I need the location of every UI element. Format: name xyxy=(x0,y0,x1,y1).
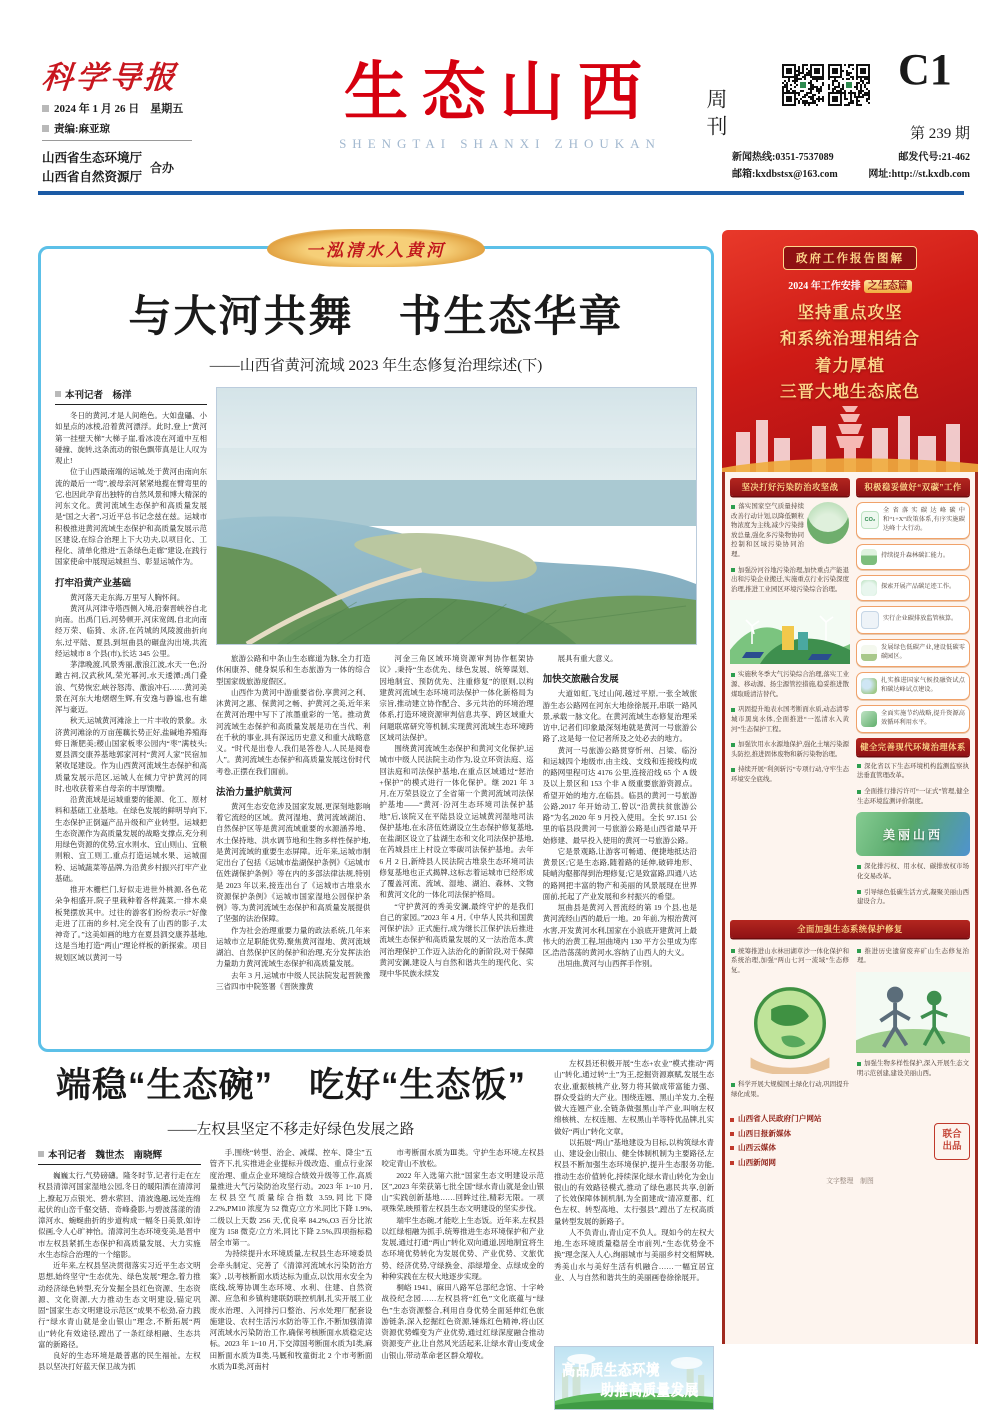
body-paragraph: 沿黄流域是运城重要的能源、化工、原材料和基础工业基地。在绿色发展的鲜明导向下,生态保护正倒逼产品升级和产业转型。运城把生态资源作为高质量发展的战略支撑点,充分利用绿色资源的优势,宜水则水、宜山则山、宜粮则粮、宜工则工,重点打造运城水果、运城面粉、运城蔬菜等品牌,为沿黄乡村振兴打牢产业基础。 xyxy=(55,795,207,883)
paper-title-pinyin: SHENGTAI SHANXI ZHOUKAN xyxy=(339,136,661,152)
infographic-hero xyxy=(722,230,978,472)
body-paragraph: 近年来,左权县坚决贯彻落实习近平生态文明思想,始终坚守“生态优先、绿色发展”理念,着力推动经济绿色转型,充分发掘全县红色资源、生态资源、文化资源,大力推动生态文明建设,锚定巩固“国家生态文明建设示范区”成果不松劲,奋力践行“绿水青山就是金山银山”理念,不断拓展“两山”转化有效途径,蹚出了一条红绿相融、生态共富的新路径。 xyxy=(38,1261,201,1349)
infographic-item: 推进历史遗留废弃矿山生态修复治理。 xyxy=(857,947,969,965)
article2-column-3 xyxy=(381,1147,544,1410)
city-skyline-illustration xyxy=(722,398,978,472)
infographic-item: 科学开展大规模国土绿化行动,巩固提升绿化成果。 xyxy=(731,1081,849,1098)
people-illustration xyxy=(856,972,970,1053)
body-paragraph: 茅津晚渡,风景秀丽,激浪江波,水天一色;汾雎古祠,汉武秋风,荣光幂河,水天逶潭;禹门叠浪、气势恢宏,峡谷怒涛、激浪冲石……黄河美景在河东大地熠熠生辉,有安逸与静谧,也有雄浑与豪迈。 xyxy=(55,660,207,714)
publisher-line: 山西省人民政府门户网站 xyxy=(730,1112,928,1126)
infographic-card: 实行企业碳排放监管核算。 xyxy=(856,606,970,634)
publisher-line: 山西云媒体 xyxy=(730,1141,928,1155)
section-ribbon-pollution: 坚决打好污染防治攻坚战 xyxy=(730,478,850,496)
body-paragraph: 围绕黄河流域生态保护和黄河文化保护,运城市中级人民法院主动作为,设立环资法庭、巡回法庭和司法保护基地,在重点区域通过“惩治+保护”的模式进行一体化保护。继 2021 年 3 月,在万荣县设立了全省第一个黄河流域司法保护基地——“黄河·汾河生态环境司法保护基地”后,该院又在平陆县设立运城黄河湿地司法保护基地,在永济伍姓湖设立生态保护修复基地,在盐湖区设立了盐湖生态和文化司法保护基地,在芮城县庄上村设立零碳司法保护基地。去年 6 月 2 日,新绛县人民法院古堆泉生态环境司法修复基地也正式揭牌,这标志着运城市已经形成了覆盖河流、流域、湿地、湖泊、森林、文物和黄河文化的一体化司法保护格局。 xyxy=(379,744,534,900)
bullet-square-icon xyxy=(42,105,49,112)
credits-line: 文字整理 制图 xyxy=(826,1178,874,1186)
website: 网址:http://st.kxdb.com xyxy=(868,169,970,180)
people-icon xyxy=(861,678,877,694)
svg-text:高品质生态环境: 高品质生态环境 xyxy=(562,1361,661,1379)
body-paragraph: 市考断面水质为Ⅲ类。守护生态环境,左权县咬定青山不放松。 xyxy=(381,1148,544,1169)
infographic-card: 扎实推进国家气候投融资试点和碳达峰试点建设。 xyxy=(856,672,970,700)
body-paragraph: 推开木栅栏门,好似走进世外桃源,各色花朵争相盛开,院子里栽种着各样蔬菜,一排木桌板凳摆放其中。过往的游客们纷纷表示:“好像走进了江南的乡村,完全没有了山西的影子,太神奇了。”这美如画的地方在夏县泗交康养基地,这是当地打造“两山”理论样板的新探索。项目规划区域以黄河一号 xyxy=(55,885,207,962)
body-paragraph: 去年 3 月,运城市中级人民法院发起晋陕豫三省四市中院签署《晋陕豫黄 xyxy=(216,970,371,991)
organizer-1: 山西省生态环境厅 xyxy=(42,151,143,165)
svg-text:助推高质量发展: 助推高质量发展 xyxy=(600,1381,699,1399)
bullet-square-icon xyxy=(55,391,61,397)
infographic-item: 全面推行排污许可“一证式”管理,健全生态环境监测评价制度。 xyxy=(857,788,969,805)
green-energy-illustration xyxy=(730,600,850,664)
body-paragraph: 它是景观路,让游客可畅通、便捷地抵达沿黄景区;它是生态路,随着路的延伸,破碎地形、陡峭沟壑都得到治理修复;它是致富路,四通八达的路网把丰富的物产和美丽的风景展现在世界面前,托起了产业发展和乡村振兴的希望。 xyxy=(542,846,697,901)
body-paragraph: 人不负青山,青山定不负人。现如今的左权大地,生态环境质量稳居全市前列,“生态优势金不换”理念深入人心,绚丽城市与美丽乡村交相辉映,秀美山水与美好生活有机融合……一幅宜居宜业、人与自然和谐共生的美丽画卷徐徐展开。 xyxy=(554,1227,714,1282)
body-paragraph: 黄河从河津寺塔西侧入境,沿秦晋峡谷自北向南。出禹门后,河势顿开,河床宽阔,自北向南经万荣、临猗、永济,在芮城的风陵渡曲折向东,过平陆、夏县,到垣曲县的碾盘沟出境,共流经运城市 8 个县(市),长达 345 公里。 xyxy=(55,603,207,658)
infographic-item: 持续开展“利剑斩污”专项行动,守牢生态环境安全底线。 xyxy=(731,766,849,783)
publishers-block xyxy=(730,1112,970,1170)
doc-icon xyxy=(861,611,879,629)
body-paragraph: 以拓展“两山”基地建设为目标,以构筑绿水青山、建设金山银山、健全体制机制为主要路径,左权县不断加强生态环境保护,提升生态服务功能,推动生态价值转化,持续深化绿水青山转化为金山银山的有效路径模式,推动了绿色惠民共享,创新了长效保障体制机制,为全面建成“清凉夏都、红色左权、转型高地、太行强县”,蹚出了左权高质量转型发展的新路子。 xyxy=(554,1137,714,1226)
article1-column-2 xyxy=(216,653,370,1035)
mail-code: 邮发代号:21-462 xyxy=(898,152,970,163)
article1-column-1 xyxy=(55,387,207,1035)
infographic-item: 统筹推进山水林田湖草沙一体化保护和系统治理,加强“两山七河一流域”生态修复。 xyxy=(731,947,849,974)
organizer-2: 山西省自然资源厅 xyxy=(42,169,143,184)
body-paragraph: 河金三角区域环境资源审判协作框架协议》,秉持“生态优先、绿色发展、统筹谋划、因地制宜、预防优先、注重修复”的原则,以构建黄河流域生态环境司法保护一体化新格局为宗旨,推动建立协作配合、多元共治的环境治理体系,打造环境资源审判信息共享、跨区域重大问题联席研究等机制,实现黄河流域生态环境跨区域司法保护。 xyxy=(379,654,534,742)
eco-slogan-banner xyxy=(554,1346,714,1410)
green-earth-illustration xyxy=(730,982,850,1075)
body-paragraph: 手,围绕“转型、治企、减煤、控车、降尘”五管齐下,扎实推进企业提标升级改造、重点行业深度治理、重点企业环境综合绩效升级等工作,高质量推进大气污染防治攻坚行动。2023 年 1~10 月,左权县空气质量综合指数 3.59,同比下降 2.2%,PM10 浓度为 52 微克/立方米,同比下降 1.9%,二级以上天数 256 天,优良率 84.2%,O3 百分比浓度为 158 微克/立方米,同比下降 2.5%,四项指标稳居全市第一。 xyxy=(209,1148,373,1247)
body-paragraph: 端牢生态碗,才能吃上生态饭。近年来,左权县以红绿相融为抓手,统筹推进生态环境保护和产业发展,通过打通“两山”转化双向通道,因地制宜将生态环境优势转化为发展优势、产业优势、文旅优势、经济优势,守绿换金、添绿增金、点绿成金的种种实践在左权大地逐步实现。 xyxy=(381,1215,544,1281)
earth-illustration xyxy=(730,982,850,1075)
article2-subtitle: ——左权县坚定不移走好绿色发展之路 xyxy=(167,1122,415,1138)
section-subhead: 加快交旅融合发展 xyxy=(542,674,619,686)
eco-tag: 之生态篇 xyxy=(864,280,912,293)
infographic-card: 探索开展产品碳足迹工作。 xyxy=(856,575,970,601)
article1-headline: 与大河共舞 书生态华章 xyxy=(128,293,624,341)
article1-column-3 xyxy=(379,653,533,1035)
factory-icon xyxy=(861,645,877,661)
body-paragraph: 展具有重大意义。 xyxy=(557,654,618,663)
page-code: C1 xyxy=(898,45,952,94)
body-paragraph: 作为社会治理重要力量的政法系统,几年来运城市立足职能优势,聚焦黄河湿地、黄河流域湖泊、自然保护区的保护和治理,充分发挥法治力量助力黄河流域生态保护和高质量发展。 xyxy=(216,925,371,969)
tree-icon xyxy=(861,549,877,565)
body-paragraph: 巍巍太行,气势磅礴。隆冬时节,记者行走在左权县清漳河国家湿地公园,冬日的暖阳洒在清漳河上,撩起万点银光、碧水萦回、清波逸趣,远处连绵起伏的山峦千壑交错、奇峰叠影,与碧波荡漾的清漳河水、蜿蜒曲折的步道构成一幅冬日美景,如诗似画,令人心旷神怡。清漳河生态环境变美,是晋中市左权县紧抓生态保护和高质量发展、大力实施水生态综合治理的一个缩影。 xyxy=(38,1171,201,1259)
scenery-photo-card: 美丽山西 xyxy=(856,812,970,856)
hero-badge: 政府工作报告图解 xyxy=(783,246,917,270)
infographic-card: 发展绿色低碳产业,建设低碳零碳园区。 xyxy=(856,639,970,667)
infographic-item: 引导绿色低碳生活方式,凝聚美丽山西建设合力。 xyxy=(857,888,969,906)
infographic-item: 深化省以下生态环境机构监测监察执法垂直管理改革。 xyxy=(857,762,969,780)
body-paragraph: 出垣曲,黄河与山西挥手作别。 xyxy=(557,959,658,969)
article1-column-4 xyxy=(543,653,697,1035)
publisher-line: 山西日报新媒体 xyxy=(730,1127,928,1141)
article2-column-4 xyxy=(554,1058,714,1340)
body-paragraph: 左权县还积极开展“生态+农业”模式推动“两山”转化,通过转“土”为王,挖掘资源禀赋,发展生态农业,重振核桃产业,努力将其做成带富能力强、群众受益的大产业。围绕连翘、黑山羊发力,全程做大连翘产业,全链条做强黑山羊产业,叫响左权绵核桃、左权连翘、左权黑山羊等特优品牌,扎实做好“两山”转化文章。 xyxy=(554,1059,714,1136)
paper-title: 生态山西 xyxy=(344,57,656,128)
section-subhead: 打牢沿黄产业基础 xyxy=(55,577,132,589)
infographic-item: 巩固提升地表水国考断面水质,动态清零城市黑臭水体,全面推进“一泓清水入黄河”生态保护工程。 xyxy=(731,706,849,733)
body-paragraph: 位于山西最南端的运城,处于黄河由南向东流的最后一“弯”,被母亲河紧紧地揽在臂弯里的它,也因此孕育出独特的自然风景和博大精深的河东文化。黄河流域生态保护和高质量发展是“国之大者”,习近平总书记念兹在兹。运城市积极推进黄河流域生态保护和高质量发展示范区建设,在综合治理上下大功夫,以项目化、工程化、清单化推进“五条绿色走廊”建设,在践行国家使命中展现运城担当、彰显运城作为。 xyxy=(55,467,207,567)
body-paragraph: 黄河生态安危涉及国家发展,更深刻地影响着它流经的区域。黄河湿地、黄河流域湖泊、自然保护区等是黄河流域重要的水源涵养地、水土保持地、洪水调节地和生物多样性保护地,是黄河流域的重要生态屏障。近年来,运城市制定出台了包括《运城市盐湖保护条例》《运城市伍姓湖保护条例》等在内的多部法律法规,特别是 2023 年以来,接连出台了《运城市古堆泉水资源保护条例》《运城市国家湿地公园保护条例》等,为黄河流域生态保护和高质量发展提供了坚强的法治保障。 xyxy=(216,801,371,924)
article2-byline: 本刊记者 魏世杰 南晓辉 xyxy=(38,1147,201,1165)
joint-label: 合办 xyxy=(150,161,175,176)
cloud-icon xyxy=(861,580,877,596)
aerial-river-photo xyxy=(216,387,697,645)
infographic-body xyxy=(722,472,978,1344)
joint-production-stamp: 联合出品 xyxy=(934,1123,970,1160)
body-paragraph: 黄河一号旅游公路贯穿忻州、吕梁、临汾和运城四个地级市,由主线、支线和连接线构成的路网里程可达 4176 公里,连接沿线 65 个 A 级及以上景区和 153 个非 A 级重要旅游资源点。希望开始的地方,在临县。临县的黄河一号旅游公路,2017 年开始动工,曾以“沿黄扶贫旅游公路”为名,2020 年 9 月投入使用。全长 97.151 公里的临县段黄河一号旅游公路是山西省最早开始修建、最早投入使用的黄河一号旅游公路。 xyxy=(542,745,697,845)
body-paragraph: “守护黄河的秀美安澜,最终守护的是我们自己的家园。”2023 年 4 月,《中华人民共和国黄河保护法》正式施行,成为继长江保护法后推进流域生态保护和高质量发展的又一法治范本,黄河治理保护工作迈入法治化的新阶段,对于保障黄河安澜,建设人与自然和谐共生的现代化、实现中华民族永续发 xyxy=(379,901,534,978)
article1-byline: 本刊记者 杨洋 xyxy=(55,387,207,405)
body-paragraph: 垣曲县是黄河入晋流经的第 19 个县,也是黄河流经山西的最后一地。20 年前,为根治黄河水害,开发黄河水利,国家在小浪底开建黄河上最伟大的治黄工程,垣曲境内 130 平方公里成为库区,浩浩荡荡的黄河水,容纳了山西人的大义。 xyxy=(542,903,697,957)
co2-icon: CO₂ xyxy=(861,511,879,529)
city-illustration xyxy=(807,502,849,544)
article1-subtitle: ——山西省黄河流域 2023 年生态修复治理综述(下) xyxy=(209,358,543,374)
people-illustration xyxy=(856,972,970,1053)
qr-code xyxy=(782,64,824,106)
email: 邮箱:kxdbstsx@163.com xyxy=(732,169,838,180)
infographic-card: 持续提升森林碳汇能力。 xyxy=(856,544,970,570)
article2-column-1 xyxy=(38,1147,201,1410)
body-paragraph: 大道如虹,飞过山间,越过平原,一张全域旅游生态公路网在河东大地徐徐展开,串联一路风景,承载一脉文化。在黄河流域生态修复治理采访中,记者们印象最深刻地就是黄河一号旅游公路了,这是每一位记者所及之处必去的地方。 xyxy=(542,689,697,744)
publisher-line: 山西新闻网 xyxy=(730,1156,928,1170)
infographic-card: CO₂ 全省落实碳达峰碳中和“1+X”政策体系,有序实施碳达峰十大行动。 xyxy=(856,502,970,539)
hotline: 新闻热线:0351-7537089 xyxy=(732,152,834,163)
infographic-item: 加强饮用水水源地保护,强化土壤污染源头防控,推进固体废物和新污染物治理。 xyxy=(731,741,849,758)
article2-column-2 xyxy=(210,1147,373,1410)
section-subhead: 法治力量护航黄河 xyxy=(216,786,293,798)
editor-line: 责编:麻亚琼 xyxy=(42,121,110,136)
section-ribbon-carbon: 积极稳妥做好“双碳”工作 xyxy=(856,478,970,496)
body-paragraph: 2022 年入选第六批“国家生态文明建设示范区”,2023 年荣获第七批全国“绿水青山就是金山银山”实践创新基地……回眸过往,精彩无限。一项项殊荣,映照着左权县生态文明建设的坚实步伐。 xyxy=(381,1170,544,1214)
organizers xyxy=(42,149,174,187)
masthead-logo: 科学导报 xyxy=(40,60,180,95)
section-ribbon-governance: 健全完善现代环境治理体系 xyxy=(856,738,970,756)
series-banner: 一泓清水入黄河 xyxy=(267,229,485,267)
body-paragraph: 旅游公路和中条山生态廊道为脉,全力打造休闲康养、健身娱乐和生态旅游为一体的综合型国家级旅游度假区。 xyxy=(216,654,371,686)
article-yellow-river xyxy=(38,240,714,1052)
leaf-icon xyxy=(861,711,877,727)
infographic-item: 深化排污权、用水权、碳排放权市场化交易改革。 xyxy=(857,863,969,880)
weekly-label: 周刊 xyxy=(704,88,728,142)
section-ribbon-restoration: 全面加强生态系统保护修复 xyxy=(730,920,970,938)
bullet-square-icon xyxy=(38,1151,44,1157)
gov-report-infographic xyxy=(722,230,978,1344)
body-paragraph: 冬日的黄河,才是人间绝色。大如盘礧、小如星点的冰棱,沿着黄河漂浮。此时,登上“黄河第一挂壁天梯”大梯子崖,看冰凌在河道中互相碰撞、旋转,这条流动的银色飘带真是让人叹为观止! xyxy=(55,411,207,465)
infographic-item: 加强生物多样性保护,深入开展生态文明示范创建,建设美丽山西。 xyxy=(857,1060,969,1077)
article-zuoquan xyxy=(38,1058,714,1410)
body-paragraph: 黄河落天走东海,万里写人胸怀间。 xyxy=(70,592,185,602)
body-paragraph: 秋天,运城黄河滩涂上一片丰收的景象。永济黄河滩涂的万亩莲藕长势正好,盐碱地养殖海虾日渐肥美;稷山国家板枣公园内“枣”满枝头;夏县泗交康养基地郭家河村“黄河人家”民宿加紧收尾建设。作为山西黄河流域生态保护和高质量发展示范区,运城人在倾力守护黄河的同时,也收获着来自母亲的丰厚馈赠。 xyxy=(55,716,207,793)
header-rule xyxy=(38,191,964,195)
hero-subtitle: 2024 年工作安排 之生态篇 xyxy=(722,277,978,292)
hero-headline: 坚持重点攻坚 和系统治理相结合 着力厚植 三晋大地生态底色 xyxy=(780,303,920,402)
body-paragraph: 良好的生态环境是最普惠的民生福祉。左权县以坚决打好蓝天保卫战为抓 xyxy=(38,1351,201,1372)
infographic-item: 实施秋冬季大气污染综合治理,落实工业源、移动源、扬尘源管控措施,稳妥推进散煤取暖清洁替代。 xyxy=(731,671,849,698)
article2-headline: 端稳“生态碗” 吃好“生态饭” xyxy=(55,1066,526,1105)
infographic-item: 落实国家空气质量持续改善行动计划,以降低颗粒物浓度为主线,减少污染排放总量,强化多污染物协同控制和区域污染协同治理。 xyxy=(731,502,849,560)
contact-info xyxy=(732,149,970,183)
body-paragraph: 桐峪 1941、麻田八路军总部纪念馆、十字岭战役纪念园……左权县将“红色”文化底蕴与“绿色”生态资源整合,利用自身优势全面延伸红色旅游链条,深入挖掘红色资源,锤炼红色精神,将山区资源优势蝶变为产业优势,通过红绿深度融合推动资源变产业,让自然风光活起来,让绿水青山变成金山银山,带动革命老区群众增收。 xyxy=(381,1283,544,1360)
body-paragraph: 为持续提升水环境质量,左权县生态环境委员会牵头制定、完善了《清漳河流域水污染防治方案》,以考核断面水质达标为重点,以饮用水安全为底线,统筹协调生态环境、水利、住建、自然资源、应急和乡镇构建联防联控机制,扎实开展工业废水治理、入河排污口整治、污水处理厂配套设施建设、农村生活污水防治等工作,不断加强清漳河流域水污染防治工作,确保考核断面水质稳定达标。2023 年 1~10 月,下交漳国考断面水质为Ⅰ类,麻田断面水质为Ⅱ类,马厩和牧童街北 2 个市考断面水质为Ⅱ类,河南村 xyxy=(209,1249,373,1371)
body-paragraph: 山西作为黄河中游重要省份,享黄河之利、沐黄河之惠、保黄河之畅、护黄河之美,近年来在黄河治理中写下了浓墨重彩的一笔。推动黄河流域生态保护和高质量发展是功在当代、利在千秋的事业,具有深远历史意义和重大战略意义。“时代是出卷人,我们是答卷人,人民是阅卷人”。黄河流域生态保护和高质量发展这份时代考卷,正摆在我们面前。 xyxy=(216,687,371,776)
infographic-card: 全面实施节约战略,提升资源高效循环利用水平。 xyxy=(856,705,970,733)
infographic-item: 加强汾河谷地污染治理,加快重点产能退出和污染企业搬迁,实施重点行业污染深度治理,推进工业园区环境污染综合治理。 xyxy=(731,566,849,593)
divider xyxy=(42,140,192,141)
bullet-square-icon xyxy=(42,125,49,132)
qr-code xyxy=(828,64,870,106)
issue-date: 2024 年 1 月 26 日 星期五 xyxy=(42,100,183,116)
hills-illustration xyxy=(730,600,850,664)
issue-number: 第 239 期 xyxy=(909,126,970,142)
